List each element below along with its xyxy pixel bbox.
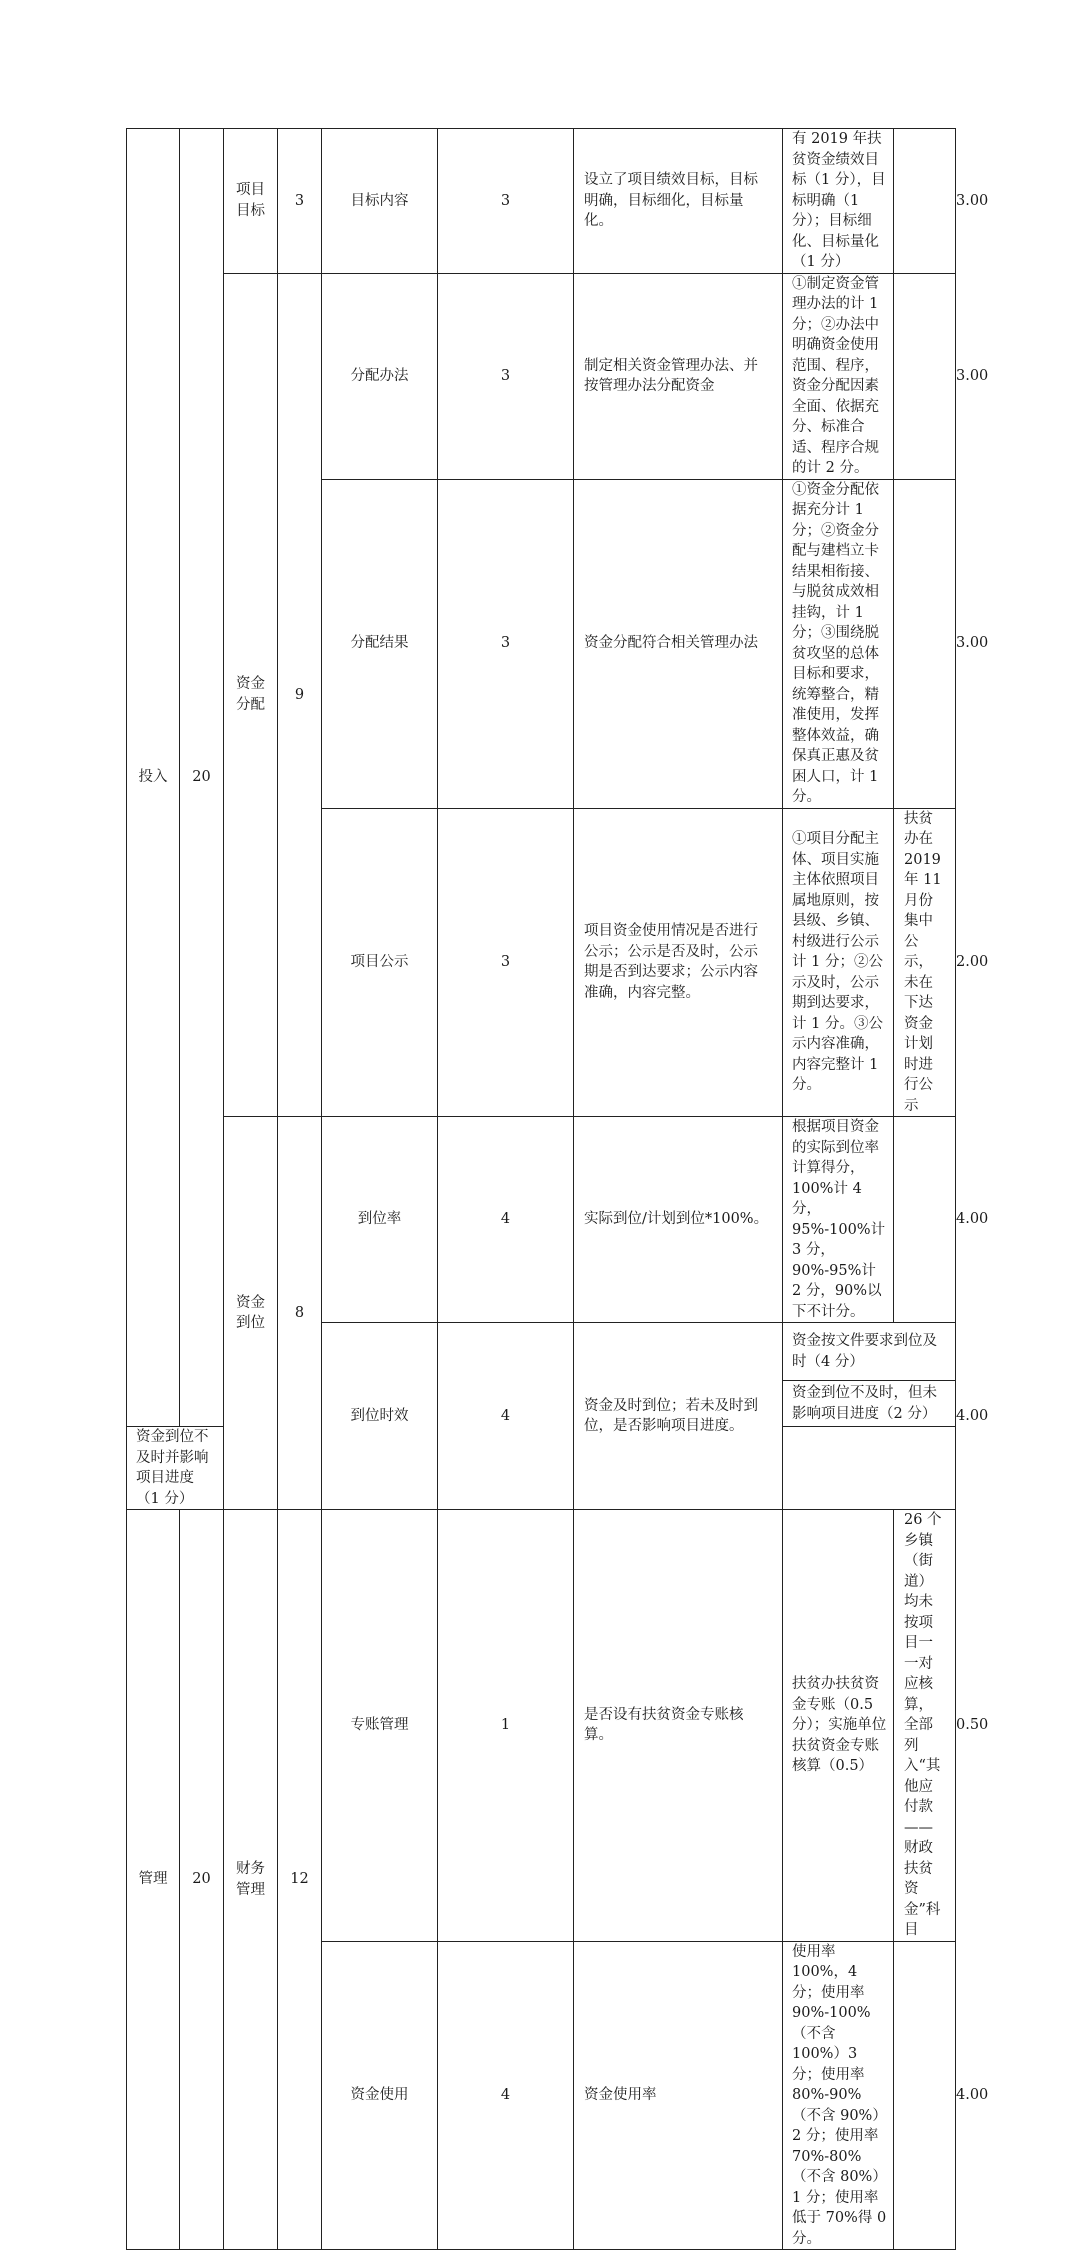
content-cell: 资金分配符合相关管理办法 (574, 479, 783, 808)
level3-cell: 到位时效 (322, 1323, 438, 1510)
content-cell: 是否设有扶贫资金专账核算。 (574, 1510, 783, 1942)
criteria-cell: 扶贫办扶贫资金专账（0.5 分）；实施单位扶贫资金专账核算（0.5） (783, 1510, 894, 1942)
table-row: 资金到位 8 到位率 4 实际到位/计划到位*100%。 根据项目资金的实际到位率计算得分，100%计 4 分，95%-100%计 3 分，90%-95%计 2 分，90%以下不计分。 4.00 (127, 1117, 956, 1323)
level2-score-cell: 8 (278, 1117, 322, 1510)
level1-cell: 投入 (127, 129, 180, 1427)
table-row: 资金分配 9 分配办法 3 制定相关资金管理办法、并按管理办法分配资金 ①制定资金管理办法的计 1 分；②办法中明确资金使用范围、程序，资金分配因素全面、依据充分、标准合适、程序合规的计 2 分。 3.00 (127, 273, 956, 479)
remark-cell (894, 1117, 956, 1323)
level3-score-cell: 4 (438, 1117, 574, 1323)
level2-score-cell: 9 (278, 273, 322, 1117)
level3-cell: 资金使用 (322, 1941, 438, 2250)
criteria-cell: 根据项目资金的实际到位率计算得分，100%计 4 分，95%-100%计 3 分，90%-95%计 2 分，90%以下不计分。 (783, 1117, 894, 1323)
level2-cell: 财务管理 (224, 1510, 278, 2250)
remark-cell (894, 129, 956, 274)
level3-score-cell: 3 (438, 479, 574, 808)
criteria-cell: ①资金分配依据充分计 1 分；②资金分配与建档立卡结果相衔接、与脱贫成效相挂钩，计 1 分；③围绕脱贫攻坚的总体目标和要求，统筹整合，精准使用，发挥整体效益，确保真正惠及贫困人口，计 1 分。 (783, 479, 894, 808)
level3-cell: 到位率 (322, 1117, 438, 1323)
table-row: 项目公示 3 项目资金使用情况是否进行公示；公示是否及时，公示期是否到达要求；公示内容准确，内容完整。 ①项目分配主体、项目实施主体依照项目属地原则，按县级、乡镇、村级进行公示计 1 分；②公示及时，公示期到达要求，计 1 分。③公示内容准确，内容完整计 1 分。 扶贫办在 2019 年 11 月份集中公示，未在下达资金计划时进行公示 2.00 (127, 808, 956, 1117)
criteria-cell: ①制定资金管理办法的计 1 分；②办法中明确资金使用范围、程序，资金分配因素全面、依据充分、标准合适、程序合规的计 2 分。 (783, 273, 894, 479)
level3-score-cell: 3 (438, 273, 574, 479)
remark-cell: 26 个乡镇（街道）均未按项目一一对应核算，全部列入“其他应付款——财政扶贫资金”科目 (894, 1510, 956, 1942)
criteria-cell: ①项目分配主体、项目实施主体依照项目属地原则，按县级、乡镇、村级进行公示计 1 分；②公示及时，公示期到达要求，计 1 分。③公示内容准确，内容完整计 1 分。 (783, 808, 894, 1117)
content-cell: 项目资金使用情况是否进行公示；公示是否及时，公示期是否到达要求；公示内容准确，内容完整。 (574, 808, 783, 1117)
remark-cell (894, 1941, 956, 2250)
criteria-cell: 有 2019 年扶贫资金绩效目标（1 分），目标明确（1 分）；目标细化、目标量化（1 分） (783, 129, 894, 274)
level2-cell: 项目目标 (224, 129, 278, 274)
remark-cell (894, 273, 956, 479)
table-row: 分配结果 3 资金分配符合相关管理办法 ①资金分配依据充分计 1 分；②资金分配与建档立卡结果相衔接、与脱贫成效相挂钩，计 1 分；③围绕脱贫攻坚的总体目标和要求，统筹整合，精准使用，发挥整体效益，确保真正惠及贫困人口，计 1 分。 3.00 (127, 479, 956, 808)
table-row: 投入 20 项目目标 3 目标内容 3 设立了项目绩效目标，目标明确，目标细化，目标量化。 有 2019 年扶贫资金绩效目标（1 分），目标明确（1 分）；目标细化、目标量化（1 分） 3.00 (127, 129, 956, 274)
level3-score-cell: 4 (438, 1941, 574, 2250)
level3-cell: 分配结果 (322, 479, 438, 808)
criteria-cell: 资金到位不及时，但未影响项目进度（2 分） (783, 1381, 956, 1427)
level2-score-cell: 3 (278, 129, 322, 274)
content-cell: 制定相关资金管理办法、并按管理办法分配资金 (574, 273, 783, 479)
level3-score-cell: 4 (438, 1323, 574, 1510)
content-cell: 资金使用率 (574, 1941, 783, 2250)
content-cell: 实际到位/计划到位*100%。 (574, 1117, 783, 1323)
content-cell: 设立了项目绩效目标，目标明确，目标细化，目标量化。 (574, 129, 783, 274)
level2-score-cell: 12 (278, 1510, 322, 2250)
level3-score-cell: 1 (438, 1510, 574, 1942)
level1-cell: 管理 (127, 1510, 180, 2250)
remark-cell (894, 479, 956, 808)
table-row: 资金使用 4 资金使用率 使用率 100%，4 分；使用率 90%-100%（不含 100%）3 分；使用率 80%-90%（不含 90%）2 分；使用率 70%-80%（不含 80%）1 分；使用率低于 70%得 0 分。 4.00 (127, 1941, 956, 2250)
criteria-cell: 资金到位不及时并影响项目进度（1 分） (127, 1427, 224, 1510)
level3-cell: 分配办法 (322, 273, 438, 479)
level1-score-cell: 20 (180, 1510, 224, 2250)
table-row: 管理 20 财务管理 12 专账管理 1 是否设有扶贫资金专账核算。 扶贫办扶贫资金专账（0.5 分）；实施单位扶贫资金专账核算（0.5） 26 个乡镇（街道）均未按项目一一对应核算，全部列入“其他应付款——财政扶贫资金”科目 0.50 (127, 1510, 956, 1942)
criteria-cell: 资金按文件要求到位及时（4 分） (783, 1323, 956, 1381)
remark-cell: 扶贫办在 2019 年 11 月份集中公示，未在下达资金计划时进行公示 (894, 808, 956, 1117)
level3-cell: 专账管理 (322, 1510, 438, 1942)
level3-score-cell: 3 (438, 808, 574, 1117)
criteria-cell: 使用率 100%，4 分；使用率 90%-100%（不含 100%）3 分；使用率 80%-90%（不含 90%）2 分；使用率 70%-80%（不含 80%）1 分；使用率低于 70%得 0 分。 (783, 1941, 894, 2250)
table-row: 到位时效 4 资金及时到位；若未及时到位，是否影响项目进度。 资金按文件要求到位及时（4 分） 4.00 (127, 1323, 956, 1381)
content-cell: 资金及时到位；若未及时到位，是否影响项目进度。 (574, 1323, 783, 1510)
level2-cell: 资金到位 (224, 1117, 278, 1510)
level3-score-cell: 3 (438, 129, 574, 274)
level3-cell: 目标内容 (322, 129, 438, 274)
level3-cell: 项目公示 (322, 808, 438, 1117)
evaluation-table (126, 128, 989, 2250)
level2-cell: 资金分配 (224, 273, 278, 1117)
level1-score-cell: 20 (180, 129, 224, 1427)
